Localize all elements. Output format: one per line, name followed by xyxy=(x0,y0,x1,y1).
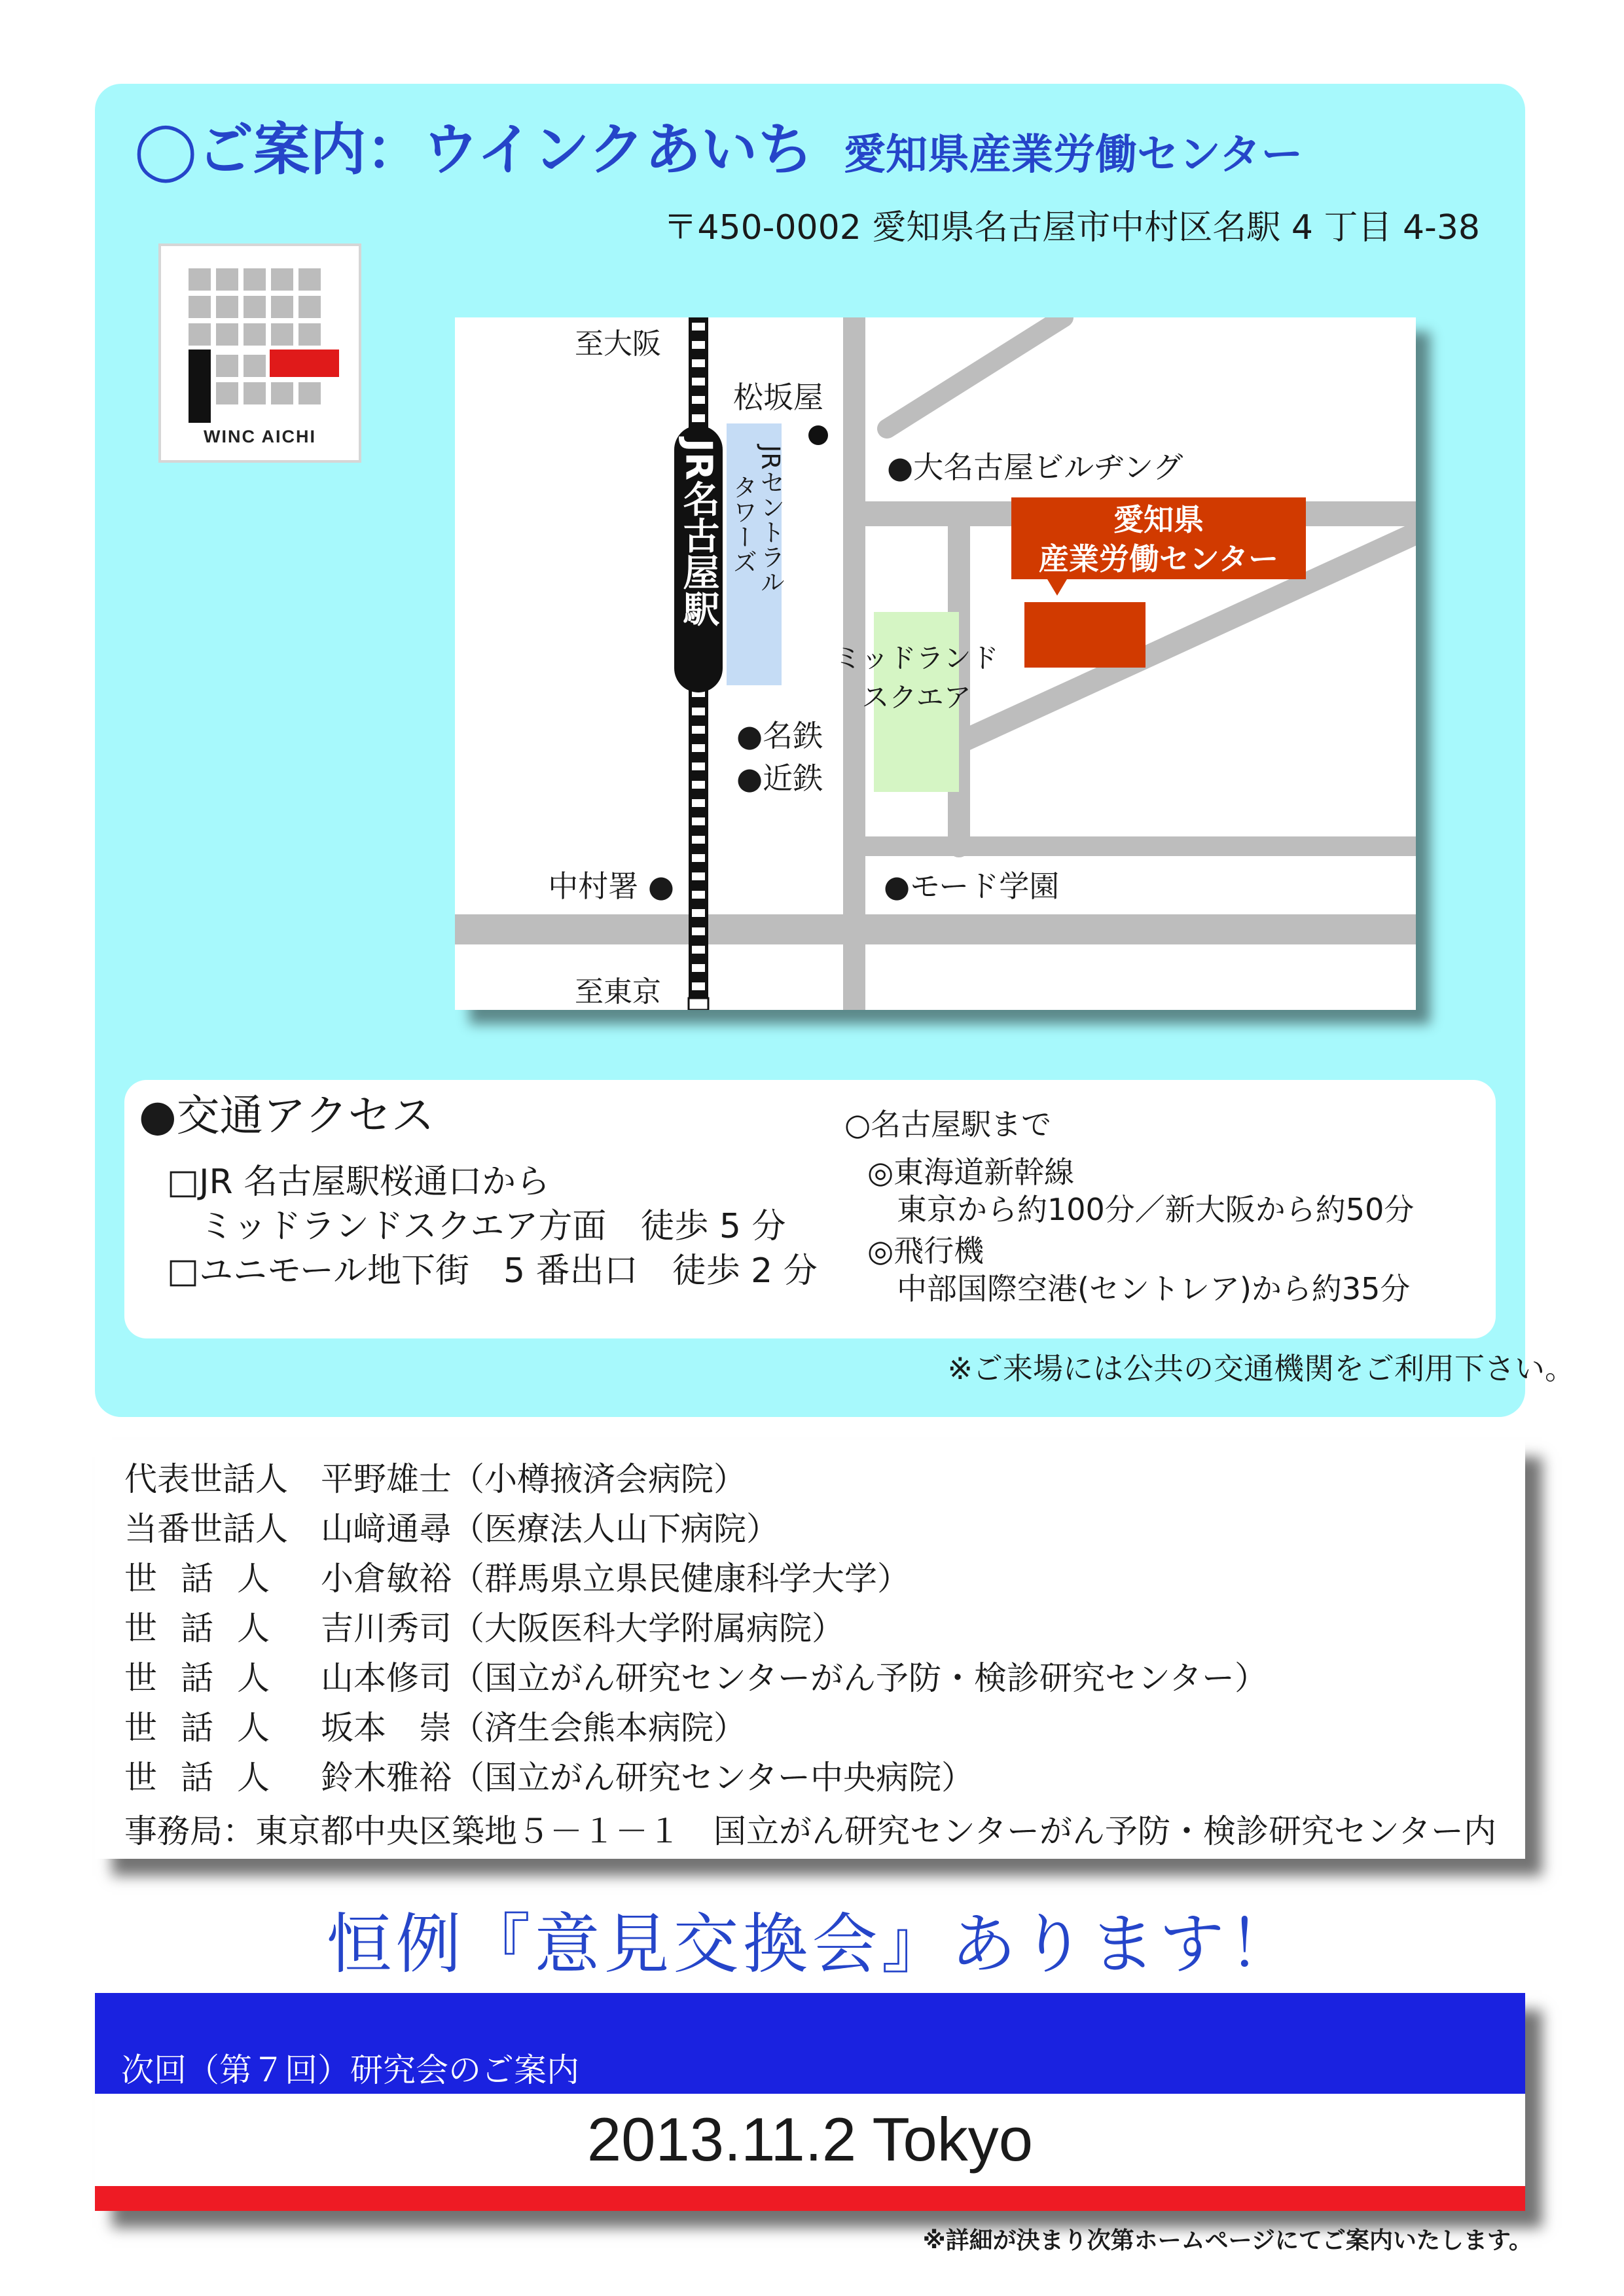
access-airplane: ◎飛行機 xyxy=(867,1233,984,1268)
committee-box xyxy=(95,1440,1525,1859)
rail-tie xyxy=(692,946,705,954)
secretariat-address: 事務局：東京都中央区築地５－１－１ 国立がん研究センターがん予防・検診研究センター内 xyxy=(124,1812,1496,1850)
rail-tie xyxy=(692,323,705,331)
committee-role: 代表世話人 xyxy=(124,1460,288,1498)
access-route-1: □JR 名古屋駅桜通口から xyxy=(167,1162,550,1202)
committee-member: 山﨑通尋（医療法人山下病院） xyxy=(321,1510,779,1548)
rail-tie xyxy=(692,927,705,935)
rail-tie xyxy=(692,836,705,844)
committee-row xyxy=(124,1503,779,1550)
rail-tie xyxy=(692,341,705,349)
label-mode-gakuen: ●モード学園 xyxy=(884,869,1060,904)
exchange-announcement: 恒例『意見交換会』あります！ xyxy=(326,1906,1298,1982)
label-venue-1: 愛知県 xyxy=(1113,502,1204,537)
label-midland-1: ミッドランド xyxy=(834,642,999,674)
label-dai-nagoya: ●大名古屋ビルヂング xyxy=(887,450,1183,485)
rail-tie xyxy=(692,378,705,386)
committee-member: 山本修司（国立がん研究センターがん予防・検診研究センター） xyxy=(321,1659,1267,1697)
committee-role: 世話人 xyxy=(124,1709,293,1747)
committee-member: 坂本 崇（済生会熊本病院） xyxy=(321,1709,746,1747)
access-route-2: □ユニモール地下街 5 番出口 徒歩 2 分 xyxy=(167,1251,818,1291)
access-heading: ●交通アクセス xyxy=(139,1090,435,1141)
label-to-tokyo: 至東京 xyxy=(575,975,661,1009)
label-midland-2: スクエア xyxy=(861,681,971,713)
venue-building xyxy=(1024,602,1146,668)
access-map xyxy=(455,317,1416,1010)
committee-member: 小倉敏裕（群馬県立県民健康科学大学） xyxy=(321,1560,910,1598)
rail-tie xyxy=(692,708,705,715)
rail-tie xyxy=(692,414,705,422)
rail-tie xyxy=(692,817,705,825)
winc-aichi-logo xyxy=(158,243,361,463)
venue-name: 愛知県産業労働センター xyxy=(843,131,1303,179)
rail-tie xyxy=(692,854,705,862)
next-meeting-label: 次回（第７回）研究会のご案内 xyxy=(121,2051,579,2089)
guide-title xyxy=(134,117,1303,184)
label-to-osaka: 至大阪 xyxy=(575,327,661,361)
committee-role: 世話人 xyxy=(124,1609,293,1647)
committee-member: 鈴木雅裕（国立がん研究センター中央病院） xyxy=(321,1759,974,1797)
committee-member: 吉川秀司（大阪医科大学附属病院） xyxy=(321,1609,844,1647)
label-jr-station: JR名古屋駅 xyxy=(677,439,720,627)
committee-role: 世話人 xyxy=(124,1759,293,1797)
logo-text: WINC AICHI xyxy=(204,427,316,446)
rail-tie xyxy=(692,891,705,899)
rail-tie xyxy=(692,872,705,880)
access-note: ※ご来場には公共の交通機関をご利用下さい。 xyxy=(947,1351,1575,1386)
rail-tie xyxy=(692,781,705,789)
next-meeting-banner xyxy=(95,1993,1525,2211)
access-airplane-detail: 中部国際空港(セントレア)から約35分 xyxy=(897,1271,1411,1306)
banner-red-band xyxy=(95,2186,1525,2211)
committee-member: 平野雄士（小樽掖済会病院） xyxy=(321,1460,746,1498)
website-footnote: ※詳細が決まり次第ホームページにてご案内いたします。 xyxy=(922,2227,1532,2254)
label-meitetsu: ●名鉄 xyxy=(736,718,823,753)
next-meeting-date: 2013.11.2 Tokyo xyxy=(586,2105,1034,2174)
label-jr-towers-2: タワーズ xyxy=(729,475,757,574)
committee-role: 世話人 xyxy=(124,1560,293,1598)
rail-tie xyxy=(692,964,705,972)
rail-tie xyxy=(692,799,705,807)
committee-row xyxy=(124,1751,974,1799)
rail-tie xyxy=(692,359,705,367)
venue-address: 〒450-0002 愛知県名古屋市中村区名駅 4 丁目 4-38 xyxy=(663,208,1480,247)
committee-row xyxy=(124,1552,910,1600)
committee-row xyxy=(124,1453,746,1500)
matsuzakaya-dot xyxy=(808,425,828,445)
label-jr-towers-1: JRセントラル xyxy=(756,445,785,594)
access-shinkansen: ◎東海道新幹線 xyxy=(867,1155,1075,1190)
guide-lead: ◯ご案内：ウインクあいち xyxy=(134,117,814,183)
label-kintetsu: ●近鉄 xyxy=(736,761,823,796)
access-shinkansen-detail: 東京から約100分／新大阪から約50分 xyxy=(897,1192,1415,1227)
committee-role: 世話人 xyxy=(124,1659,293,1697)
access-route-1-detail: ミッドランドスクエア方面 徒歩 5 分 xyxy=(200,1207,786,1246)
label-matsuzakaya: 松坂屋 xyxy=(733,380,823,415)
access-to-nagoya: ○名古屋駅まで xyxy=(844,1107,1052,1142)
rail-tie xyxy=(692,909,705,917)
label-venue-2: 産業労働センター xyxy=(1038,541,1279,577)
access-info-box xyxy=(124,1080,1496,1338)
committee-row xyxy=(124,1602,844,1649)
rail-tie xyxy=(692,396,705,404)
rail-tie xyxy=(692,744,705,752)
committee-role: 当番世話人 xyxy=(124,1510,288,1548)
label-nakamura-police: 中村署 ● xyxy=(548,869,674,904)
rail-tie xyxy=(692,726,705,734)
committee-row xyxy=(124,1702,746,1749)
rail-tie xyxy=(692,982,705,990)
committee-row xyxy=(124,1652,1267,1699)
rail-tie xyxy=(692,762,705,770)
